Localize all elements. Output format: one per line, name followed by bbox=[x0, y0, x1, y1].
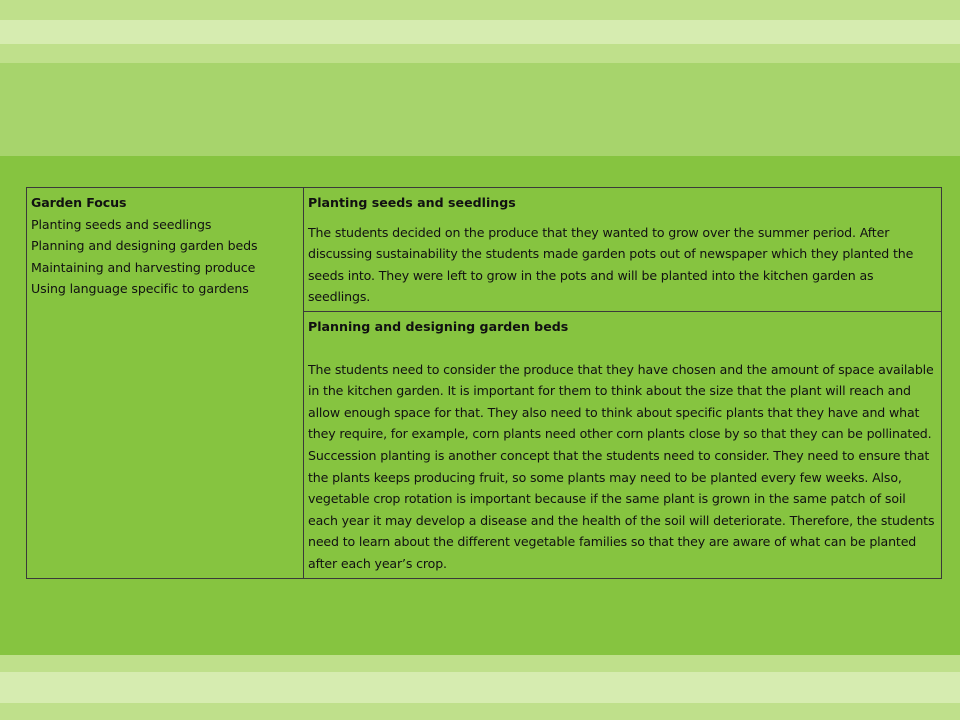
focus-item: Maintaining and harvesting produce bbox=[31, 259, 256, 275]
focus-item: Using language specific to gardens bbox=[31, 281, 249, 297]
bottom-band-light-2 bbox=[0, 703, 960, 720]
top-band-light bbox=[0, 0, 960, 20]
section-body: The students decided on the produce that they wanted to grow over the summer period. After discussing sustainability the students made garden pots out of newspaper which they planted the seeds into. They were left to grow in the pots and will be planted into the kitchen garden as seedlings. bbox=[308, 224, 914, 305]
planting-seeds-cell bbox=[304, 188, 942, 312]
bottom-band-light bbox=[0, 655, 960, 672]
garden-focus-table bbox=[26, 187, 942, 579]
top-band-light-2 bbox=[0, 44, 960, 63]
garden-focus-cell bbox=[27, 188, 304, 579]
table-row bbox=[27, 188, 942, 312]
focus-item: Planning and designing garden beds bbox=[31, 238, 258, 254]
top-band-pale bbox=[0, 20, 960, 44]
garden-focus-title: Garden Focus bbox=[31, 195, 127, 210]
spacer bbox=[308, 214, 937, 222]
section-heading: Planting seeds and seedlings bbox=[308, 195, 516, 210]
top-band-medium bbox=[0, 63, 960, 156]
section-body: The students need to consider the produce that they have chosen and the amount of space available in the kitchen garden. It is important for them to think about the size that the plant will reach and allow enough space for that. They also need to think about specific plants that they have and what they require, for example, corn plants need other corn plants close by so that they can be pollinated. Succession planting is another concept that the students need to consider. They need to ensure that the plants keeps producing fruit, so some plants may need to be planted every few weeks. Also, vegetable crop rotation is important because if the same plant is grown in the same patch of soil each year it may develop a disease and the health of the soil will deteriorate. Therefore, the students need to learn about the different vegetable families so that they are aware of what can be planted after each year’s crop. bbox=[308, 361, 935, 571]
planning-designing-cell bbox=[304, 311, 942, 578]
spacer bbox=[308, 338, 937, 359]
section-heading: Planning and designing garden beds bbox=[308, 318, 569, 334]
focus-item: Planting seeds and seedlings bbox=[31, 216, 212, 232]
bottom-band-pale bbox=[0, 672, 960, 703]
